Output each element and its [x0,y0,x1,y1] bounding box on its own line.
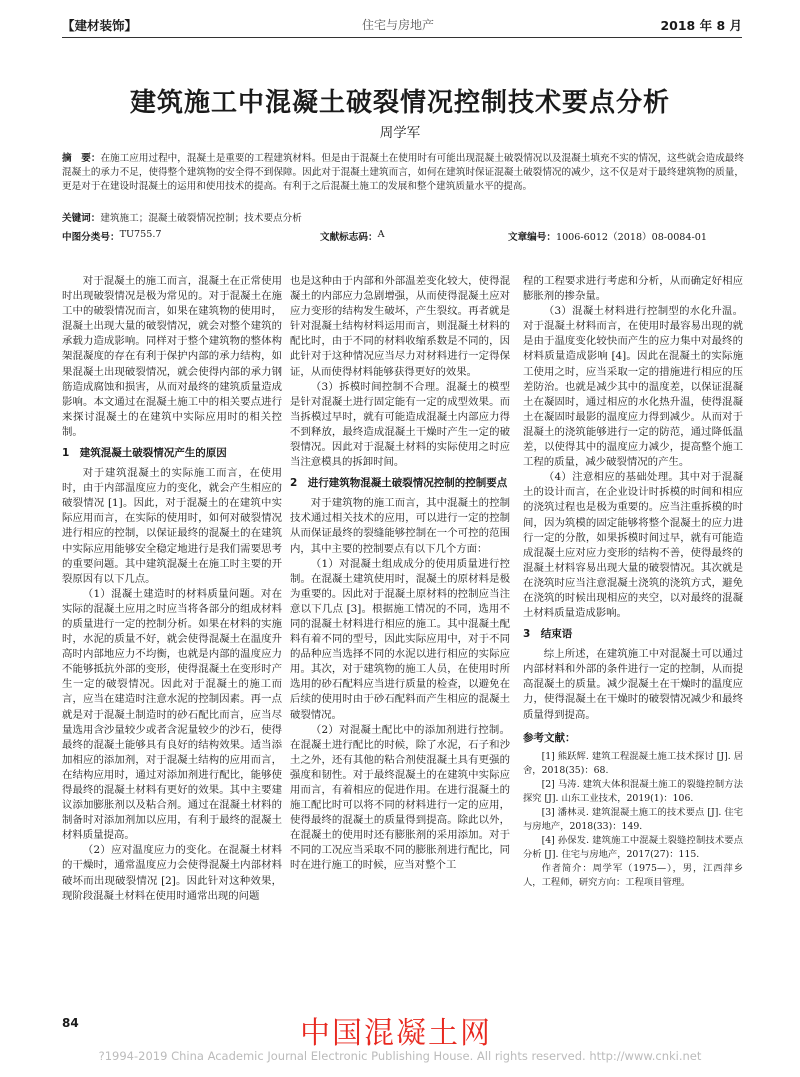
references-heading: 参考文献： [523,731,576,744]
paragraph: 对于建筑物的施工而言，其中混凝土的控制技术通过相关技术的应用，可以进行一定的控制从而保证最终的裂缝能够控制在一个可控的范围内，其中主要的控制要点有以下几个方面： [290,497,510,555]
article-no-value: 1006-6012（2018）08-0084-01 [555,232,707,243]
section-name: 住宅与房地产 [362,18,435,32]
article-title: 建筑施工中混凝土破裂情况控制技术要点分析 [129,88,670,118]
paragraph: （4）注意相应的基础处理。其中对于混凝土的设计而言，在企业设计时拆模的时间和相应的浇筑过程也是极为重要的。应当注重拆模的时间，因为筑模的固定能够将整个混凝土的应力进行一定的分散，如果拆模时间过早，就有可能造成混凝土应对应力变形的结构不善，使得最终的混凝土材料容易出现大量的破裂情况。其次就是在浇筑时应当注意混凝土浇筑的浇筑方式，避免在浇筑的时候出现相应的夹空，以对最终的混凝土材料质量造成影响。 [523,471,743,620]
paragraph: 对于混凝土的施工而言，混凝土在正常使用时出现破裂情况是极为常见的。对于混凝土在施工中的破裂情况而言，如果在建筑物的使用时，混凝土出现大量的破裂情况，就会对整个建筑的承载力造成影响。同样对于整个建筑物的整体构架混凝度的存在有利于保护内部的承力结构，如果混凝土出现破裂情况，就会使得内部的承力钢筋造成腐蚀和损害，从而对最终的建筑质量造成影响。本文通过在混凝土施工中的相关要点进行来探讨混凝土的在建筑中实际应用时的相关控制。 [62,275,282,438]
classification-row [62,229,744,243]
abstract-label: 摘 要： [62,153,101,164]
keywords [62,210,744,224]
paragraph: （1）对混凝土组成成分的使用质量进行控制。在混凝土建筑使用时，混凝土的原材料是极为重要的。因此对于混凝土原材料的控制应当注意以下几点 [3]。根据施工情况的不同，选用不同的混凝土材料进行相应的施工。其中混凝土配料有着不同的型号，因此实际应用中，对于不同的品种应当选择不同的水泥以进行相应的实际应用。其次，对于建筑物的施工人员，在使用时所选用的砂石配料应当进行质量的检查，以避免在后续的使用时由于砂石配料而产生相应的混凝土破裂情况。 [290,557,510,721]
doc-code-label: 文献标志码： [320,232,378,243]
paragraph: （3）混凝土材料进行控制型的水化升温。对于混凝土材料而言，在使用时最容易出现的就是由于温度变化较快而产生的应力集中对最终的材料质量造成影响 [4]。因此在混凝土的实际施工使用之时，应当采取一定的措施进行相应的压差防治。也就是减少其中的温度差，以保证混凝土在凝固时，通过相应的水化热升温，使得混凝土在凝固时最影的温度应力得到减少。从而对于混凝土的浇筑能够进行一定的防范，通过降低温差，以使得其中的温度应力减少，提高整个施工工程的质量，减少破裂情况的产生。 [523,305,743,469]
clc-value: TU755.7 [119,229,162,240]
section-heading-3: 3 结束语 [523,628,573,641]
author-bio: 作者简介：周学军（1975—），男，江西萍乡人，工程师，研究方向：工程项目管理。 [523,862,743,888]
section-heading-1: 1 建筑混凝土破裂情况产生的原因 [62,447,227,460]
keywords-label: 关键词： [62,213,101,224]
paragraph: （2）对混凝土配比中的添加剂进行控制。在混凝土进行配比的时候，除了水泥，石子和沙土之外，还有其他的粘合剂使混凝土具有更强的强度和韧性。对于最终混凝土的在建筑中实际应用而言，有着相应的促进作用。在进行混凝土的施工配比时可以将不同的材料进行一定的应用，使得最终的混凝土的质量得到提高。除此以外，在混凝土的使用时还有膨胀剂的采用添加。对于不同的工况应当采取不同的膨胀剂进行配比，同时在进行施工的时候，应当对整个工 [290,723,510,872]
reference-item: [2] 马涛. 建筑大体积混凝土施工的裂缝控制方法探究 [J]. 山东工业技术，2019(1)：106. [523,778,743,804]
paragraph: （1）混凝土建造时的材料质量问题。对在实际的混凝土应用之时应当将各部分的组成材料的质量进行一定的控制分析。如果在材料的实施时，水泥的质量不好，就会使得混凝土在温度升高时内部地应力不均衡，也就是内部的温度应力不能够抵抗外部的变形，使得混凝土在变形时产生一定的破裂情况。因此对于混凝土的施工而言，应当在建造时注意水泥的控制因素。再一点就是对于混凝土制造时的砂石配比而言，应当尽量选用含沙量较少或者含泥量较少的沙石，使得最终的混凝土能够具有良好的结构效果。适当添加相应的添加剂，对于混凝土结构的应用而言，在结构应用时，通过对添加剂进行配比，能够使得最终的混凝土材料有更好的效果。其中主要建议添加膨胀剂以及粘合剂。通过在混凝土材料的制备时对添加剂加以应用，有利于最终的混凝土材料质量提高。 [62,587,282,842]
abstract-text: 在施工应用过程中，混凝土是重要的工程建筑材料。但是由于混凝土在使用时有可能出现混凝土破裂情况以及混凝土填充不实的情况，这些就会造成最终混凝土的承力不足，使得整个建筑物的安全得不到保障。因此对于混凝土建筑而言，如何在建筑时保证混凝土破裂情况的减少，这不仅是对于最终建筑物的质量，更是对于在建设时混凝土的运用和使用技术的提高。有利于之后混凝土施工的发展和整个建筑质量水平的提高。 [62,153,745,192]
paragraph: 程的工程要求进行考虑和分析，从而确定好相应膨胀剂的掺杂量。 [523,275,743,303]
doc-code-value: A [377,229,385,240]
author-name: 周学军 [379,125,421,141]
body-column-2 [290,274,510,874]
copyright-footer: ?1994-2019 China Academic Journal Electronic Publishing House. All rights reserved. http://www.cnki.net [98,1049,702,1063]
clc-label: 中图分类号： [62,232,120,243]
body-column-3 [523,274,743,890]
paragraph: （2）应对温度应力的变化。在混凝土材料的干燥时，通常温度应力会使得混凝土内部材料破坏而出现破裂情况 [2]。因此针对这种效果，现阶段混凝土材料在使用时通常出现的问题 [62,844,282,902]
reference-item: [4] 孙保发. 建筑施工中混凝土裂缝控制技术要点分析 [J]. 住宅与房地产，2017(27)：115. [523,834,743,860]
header-divider [62,37,742,38]
paragraph: 综上所述，在建筑施工中对混凝土可以通过内部材料和外部的条件进行一定的控制，从而提高混凝土的质量。减少混凝土在干燥时的温度应力，使得混凝土在干燥时的破裂情况减少和最终质量得到提高。 [523,648,743,721]
reference-item: [3] 潘林灵. 建筑混凝土施工的技术要点 [J]. 住宅与房地产，2018(33)：149. [523,806,743,832]
section-heading-2: 2 进行建筑物混凝土破裂情况控制的控制要点 [290,477,508,490]
issue-date: 2018 年 8 月 [660,18,742,33]
article-no-label: 文章编号： [508,232,556,243]
running-header [62,14,742,36]
paragraph: 对于建筑混凝土的实际施工而言，在使用时，由于内部温度应力的变化，就会产生相应的破裂情况 [1]。因此，对于混凝土的在建筑中实际应用而言，在实际的使用时，如何对破裂情况进行相应的控制，以保证最终的混凝土的在建筑中实际应用能够安全稳定地进行是我们需要思考的重要问题。其中建筑混凝土在施工时主要的开裂原因有以下几点。 [62,467,282,585]
body-column-1 [62,274,282,904]
watermark: 中国混凝土网 [300,1016,492,1051]
page-number: 84 [62,1016,79,1030]
journal-name: 【建材装饰】 [62,18,138,33]
abstract [62,152,744,194]
reference-item: [1] 熊跃辉. 建筑工程混凝土施工技术探讨 [J]. 居舍，2018(35)：68. [523,750,743,776]
keywords-text: 建筑施工；混凝土破裂情况控制；技术要点分析 [100,213,302,224]
paragraph: （3）拆模时间控制不合理。混凝土的模型是针对混凝土进行固定能有一定的成型效果。而当拆模过早时，就有可能造成混凝土内部应力得不到释放，最终造成混凝土干燥时产生一定的破裂情况。因此对于混凝土材料的实际使用之时应当注意模具的拆卸时间。 [290,380,510,469]
paragraph: 也是这种由于内部和外部温差变化较大，使得混凝土的内部应力急剧增强，从而使得混凝土应对应力变形的结构发生破坏，产生裂纹。再者就是针对混凝土结构材料运用而言，则混凝土材料的配比时，由于不同的材料收缩系数是不同的，因此针对于这种情况应当尽力对材料进行一定得保证，从而使得材料能够获得更好的效果。 [290,275,510,378]
